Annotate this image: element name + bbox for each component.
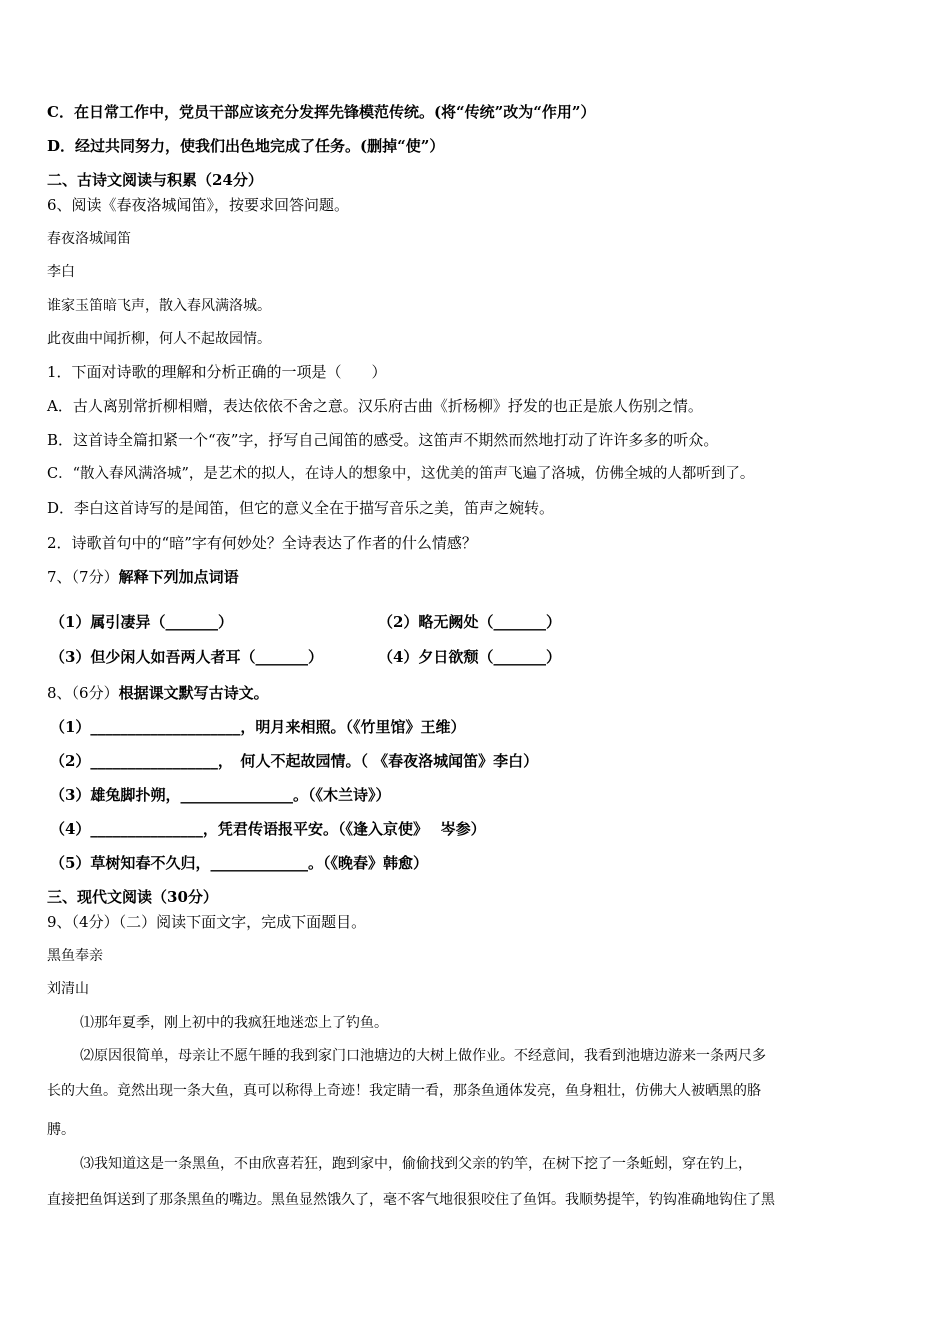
q6-sub1-stem: 1．下面对诗歌的理解和分析正确的一项是（ ） <box>47 363 387 381</box>
q9-stem: 9、（4分）（二）阅读下面文字，完成下面题目。 <box>47 913 367 931</box>
article-paragraph-2-line-2: 长的大鱼。竟然出现一条大鱼，真可以称得上奇迹！我定睛一看，那条鱼通体发亮，鱼身粗壮，仿佛大人被晒黑的胳 <box>47 1083 761 1099</box>
article-title: 黑鱼奉亲 <box>47 948 103 964</box>
q7-item-2: （2）略无阙处（_______） <box>378 613 561 631</box>
section3-heading: 三、现代文阅读（30分） <box>47 888 218 906</box>
article-paragraph-2-line-3: 膊。 <box>47 1122 75 1138</box>
q8-item-3: （3）雄兔脚扑朔，_______________。（《木兰诗》） <box>50 786 391 804</box>
q6-sub1-option-c: C．“散入春风满洛城”，是艺术的拟人，在诗人的想象中，这优美的笛声飞遍了洛城，仿佛全城的人都听到了。 <box>47 466 755 482</box>
q6-sub1-option-d: D．李白这首诗写的是闻笛，但它的意义全在于描写音乐之美，笛声之婉转。 <box>47 499 555 517</box>
q6-sub2: 2．诗歌首句中的“暗”字有何妙处？全诗表达了作者的什么情感？ <box>47 534 477 552</box>
poem-line-2: 此夜曲中闻折柳，何人不起故园情。 <box>47 331 271 347</box>
q6-sub1-option-b: B．这首诗全篇扣紧一个“夜”字，抒写自己闻笛的感受。这笛声不期然而然地打动了许许多多的听众。 <box>47 431 719 449</box>
q8-stem <box>47 683 269 703</box>
article-paragraph-3-line-1: ⑶我知道这是一条黑鱼，不由欣喜若狂，跑到家中，偷偷找到父亲的钓竿，在树下挖了一条蚯蚓，穿在钓上， <box>80 1156 752 1172</box>
article-paragraph-3-line-2: 直接把鱼饵送到了那条黑鱼的嘴边。黑鱼显然饿久了，毫不客气地很狠咬住了鱼饵。我顺势提竿，钓钩准确地钩住了黑 <box>47 1192 775 1208</box>
q5-option-c: C．在日常工作中，党员干部应该充分发挥先锋模范传统。(将“传统”改为“作用”） <box>47 103 596 121</box>
q6-sub1-option-a: A．古人离别常折柳相赠，表达依依不舍之意。汉乐府古曲《折杨柳》抒发的也正是旅人伤别之情。 <box>47 397 703 415</box>
q7-item-3: （3）但少闲人如吾两人者耳（_______） <box>50 648 323 666</box>
q8-item-4: （4）_______________，凭君传语报平安。（《逢入京使》 岑参） <box>50 820 486 838</box>
q7-points: 7、（7分） <box>47 568 119 586</box>
q8-item-2: （2）_________________， 何人不起故园情。（ 《春夜洛城闻笛》李白） <box>50 752 539 770</box>
poem-line-1: 谁家玉笛暗飞声，散入春风满洛城。 <box>47 298 271 314</box>
article-paragraph-2-line-1: ⑵原因很简单，母亲让不愿午睡的我到家门口池塘边的大树上做作业。不经意间，我看到池塘边游来一条两尺多 <box>80 1048 766 1064</box>
poem-author: 李白 <box>47 264 75 280</box>
q8-item-5: （5）草树知春不久归，_____________。（《晚春》韩愈） <box>50 854 428 872</box>
q5-option-d: D．经过共同努力，使我们出色地完成了任务。(删掉“使”） <box>47 137 445 155</box>
q7-instruction: 解释下列加点词语 <box>118 568 239 586</box>
q7-item-1: （1）属引凄异（_______） <box>50 613 233 631</box>
article-paragraph-1: ⑴那年夏季，刚上初中的我疯狂地迷恋上了钓鱼。 <box>80 1015 388 1031</box>
q8-points: 8、（6分） <box>47 684 119 702</box>
poem-title: 春夜洛城闻笛 <box>47 231 131 247</box>
q7-item-4: （4）夕日欲颓（_______） <box>378 648 561 666</box>
q8-item-1: （1）____________________，明月来相照。（《竹里馆》王维） <box>50 718 466 736</box>
section2-heading: 二、古诗文阅读与积累（24分） <box>47 171 263 189</box>
q8-instruction: 根据课文默写古诗文。 <box>118 684 269 702</box>
q7-stem <box>47 567 239 587</box>
q6-stem: 6、阅读《春夜洛城闻笛》，按要求回答问题。 <box>47 196 350 214</box>
article-author: 刘清山 <box>47 981 89 997</box>
